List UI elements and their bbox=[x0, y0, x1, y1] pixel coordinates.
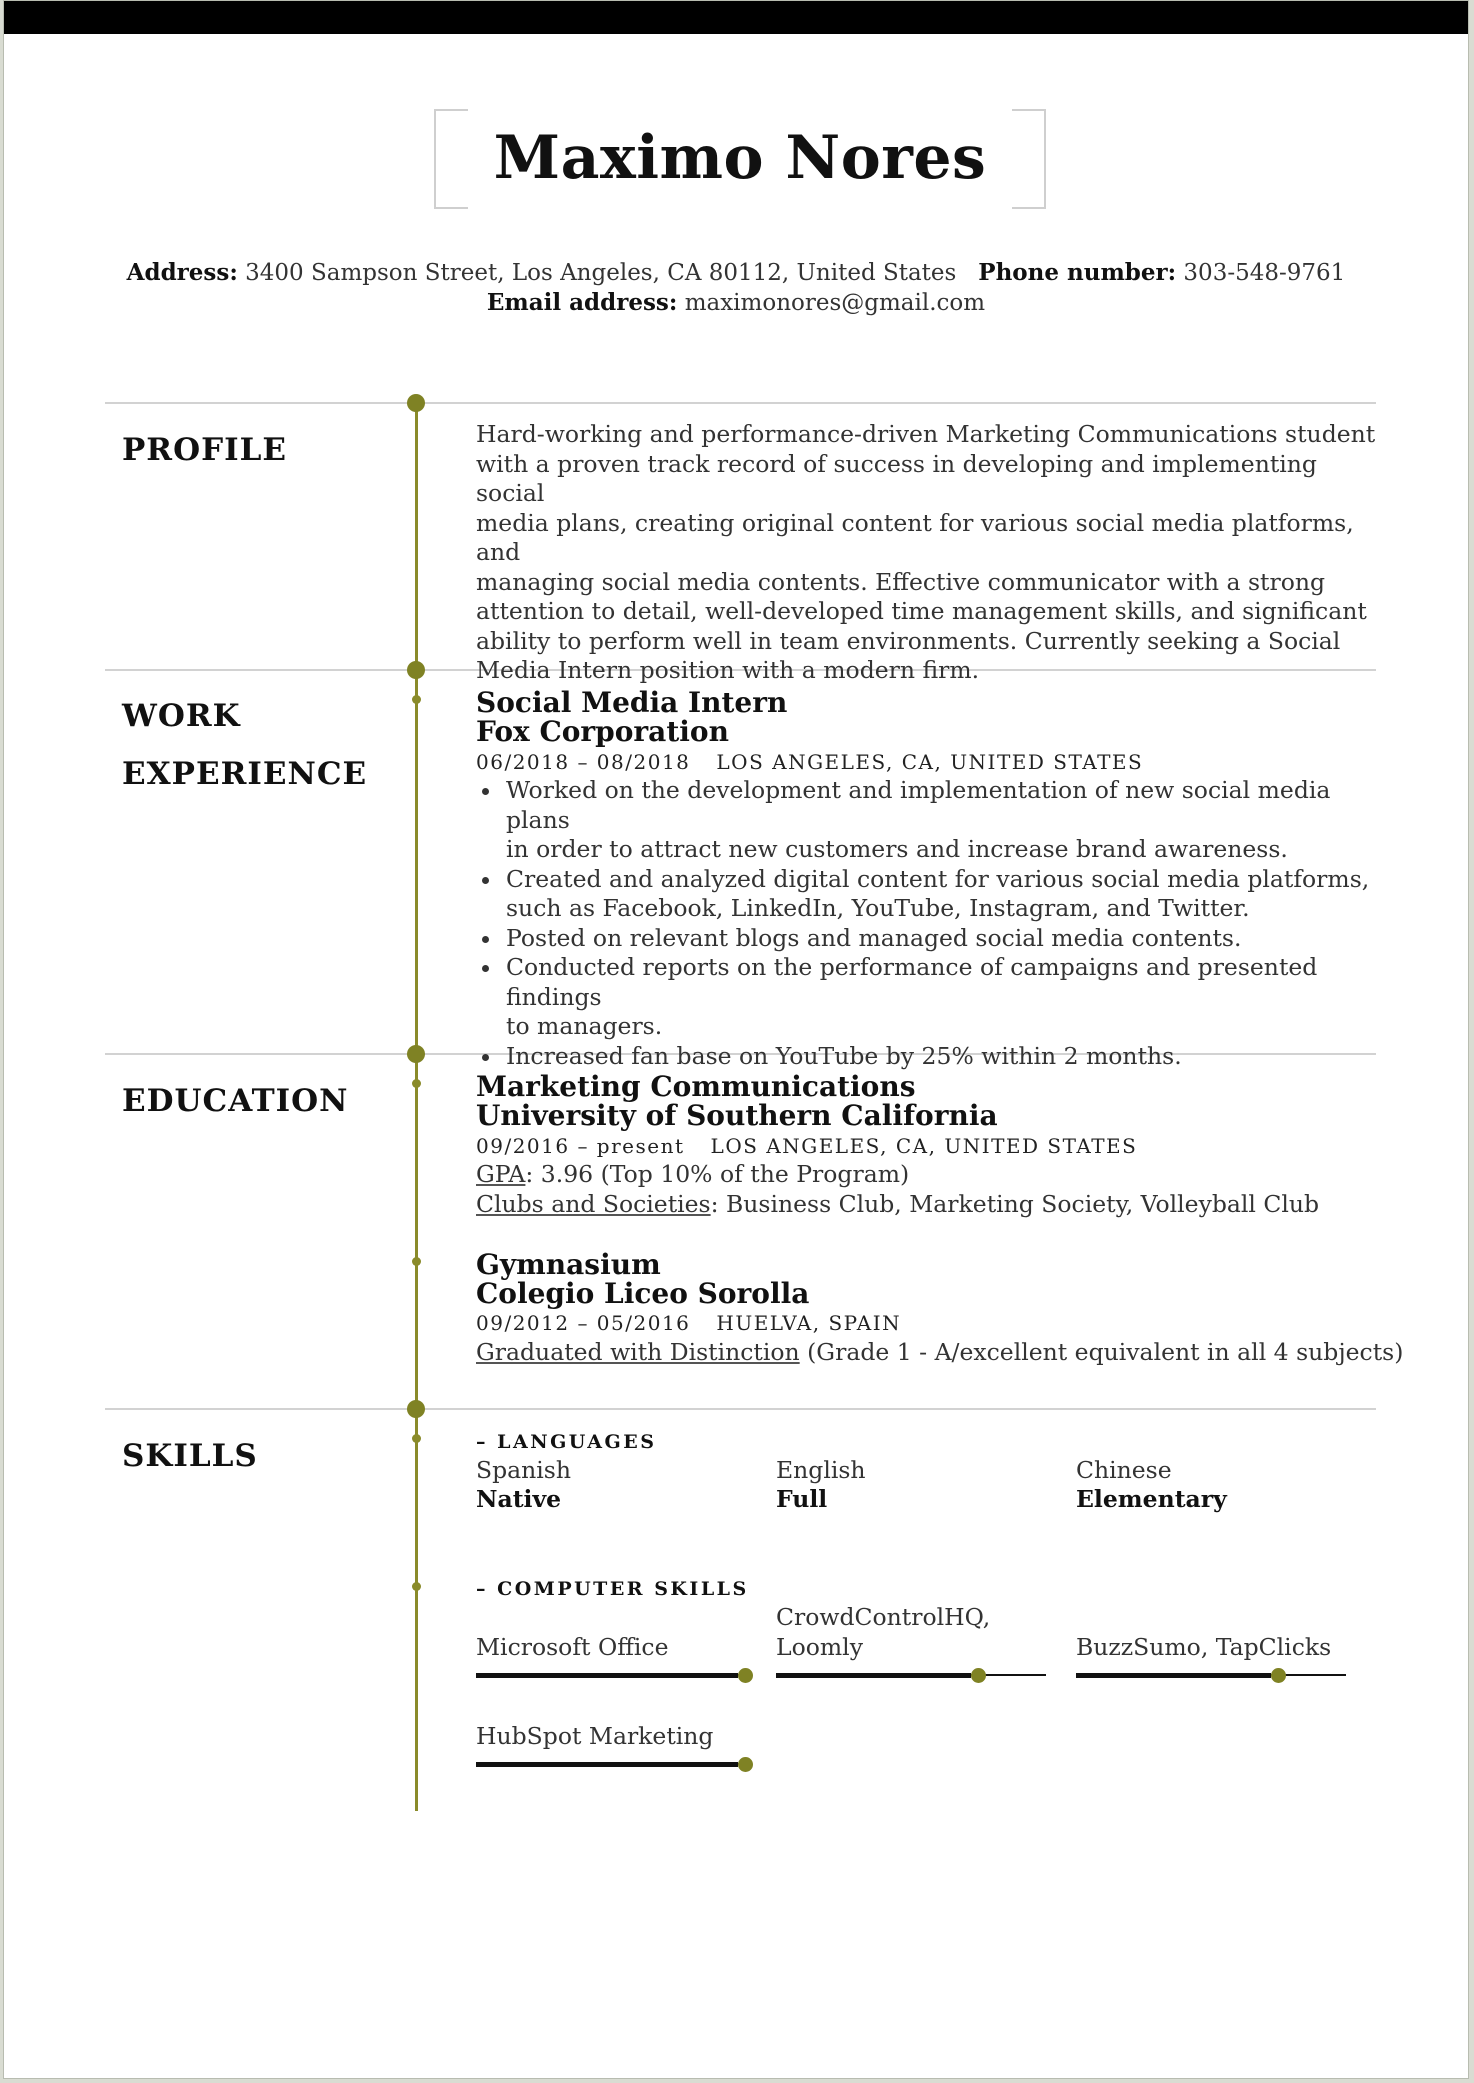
profile-line: Media Intern position with a modern firm. bbox=[476, 656, 980, 684]
skill-bar-knob bbox=[738, 1757, 753, 1772]
profile-line: attention to detail, well-developed time management skills, and significant bbox=[476, 597, 1367, 625]
edu-2-dates: 09/2012 – 05/2016 bbox=[476, 1311, 691, 1335]
languages-heading: – LANGUAGES bbox=[476, 1431, 657, 1453]
bullet-line: Worked on the development and implementation of new social media plans bbox=[506, 776, 1331, 834]
profile-summary bbox=[476, 420, 1376, 686]
section-title-skills: SKILLS bbox=[122, 1438, 258, 1474]
job-company: Fox Corporation bbox=[476, 715, 729, 748]
language-name: Spanish bbox=[476, 1456, 571, 1484]
skill-bar-fill bbox=[476, 1673, 738, 1678]
job-position: Social Media Intern bbox=[476, 686, 788, 719]
gpa-label: GPA bbox=[476, 1160, 526, 1188]
job-location: LOS ANGELES, CA, UNITED STATES bbox=[716, 750, 1144, 774]
skill-name: BuzzSumo, TapClicks bbox=[1076, 1633, 1332, 1661]
edu-1-clubs bbox=[476, 1190, 1319, 1220]
phone-label: Phone number: bbox=[978, 259, 1177, 286]
honor-value: (Grade 1 - A/excellent equivalent in all 4 subjects) bbox=[799, 1338, 1404, 1366]
skill-name: Microsoft Office bbox=[476, 1633, 669, 1661]
skill-name: CrowdControlHQ, Loomly bbox=[776, 1603, 991, 1661]
top-bar bbox=[4, 1, 1468, 34]
bullet-line: to managers. bbox=[506, 1012, 663, 1040]
skill-bar-fill bbox=[776, 1673, 971, 1678]
job-meta bbox=[476, 749, 1143, 775]
divider-skills bbox=[105, 1408, 1376, 1410]
timeline-dot-edu-1 bbox=[412, 1079, 421, 1088]
edu-2-location: HUELVA, SPAIN bbox=[716, 1311, 902, 1335]
edu-2-school: Colegio Liceo Sorolla bbox=[476, 1277, 810, 1310]
language-level: Full bbox=[776, 1485, 828, 1513]
section-title-work-line1: WORK bbox=[122, 698, 241, 734]
edu-2-meta bbox=[476, 1310, 901, 1336]
gpa-value: : 3.96 (Top 10% of the Program) bbox=[525, 1160, 910, 1188]
skill-bar-fill bbox=[1076, 1673, 1271, 1678]
divider-profile bbox=[105, 402, 1376, 404]
language-level: Elementary bbox=[1076, 1485, 1227, 1513]
email-value: maximonores@gmail.com bbox=[684, 290, 986, 316]
section-title-education: EDUCATION bbox=[122, 1083, 349, 1119]
bullet-line: Created and analyzed digital content for various social media platforms, bbox=[506, 864, 1370, 893]
address-value: 3400 Sampson Street, Los Angeles, CA 80112, United States bbox=[245, 260, 957, 286]
timeline-line bbox=[415, 403, 418, 1811]
section-title-work bbox=[122, 687, 367, 803]
language-level: Native bbox=[476, 1485, 562, 1513]
timeline-dot-education bbox=[407, 1045, 425, 1063]
clubs-value: : Business Club, Marketing Society, Volleyball Club bbox=[710, 1190, 1320, 1218]
bullet-line: Conducted reports on the performance of campaigns and presented findings bbox=[506, 953, 1318, 1011]
timeline-dot-profile bbox=[407, 394, 425, 412]
edu-1-gpa bbox=[476, 1160, 909, 1190]
bullet-line: Posted on relevant blogs and managed social media contents. bbox=[506, 923, 1242, 952]
timeline-dot-languages bbox=[412, 1434, 421, 1443]
section-title-work-line2: EXPERIENCE bbox=[122, 756, 368, 792]
resume-page bbox=[3, 0, 1469, 2079]
clubs-label: Clubs and Societies bbox=[476, 1190, 711, 1218]
edu-1-meta bbox=[476, 1133, 1137, 1159]
bullet-line: Increased fan base on YouTube by 25% within 2 months. bbox=[506, 1041, 1182, 1070]
list-item bbox=[476, 953, 1386, 1042]
skill-name: HubSpot Marketing bbox=[476, 1722, 714, 1750]
skill-bar-knob bbox=[971, 1668, 986, 1683]
address-label: Address: bbox=[126, 259, 238, 286]
list-item bbox=[476, 924, 1386, 954]
edu-2-honor bbox=[476, 1338, 1403, 1368]
name-box bbox=[434, 109, 1046, 209]
timeline-dot-skills bbox=[407, 1400, 425, 1418]
email-label: Email address: bbox=[486, 289, 678, 316]
contact-line-2 bbox=[4, 289, 1468, 316]
skill-bar-fill bbox=[476, 1762, 738, 1767]
bullet-line: such as Facebook, LinkedIn, YouTube, Instagram, and Twitter. bbox=[506, 894, 1250, 922]
edu-1-dates: 09/2016 – present bbox=[476, 1134, 685, 1158]
list-item bbox=[476, 865, 1386, 924]
list-item bbox=[476, 776, 1386, 865]
timeline-dot-edu-2 bbox=[412, 1257, 421, 1266]
language-name: Chinese bbox=[1076, 1456, 1172, 1484]
profile-line: ability to perform well in team environments. Currently seeking a Social bbox=[476, 626, 1341, 655]
edu-2-degree: Gymnasium bbox=[476, 1248, 661, 1281]
profile-line: Hard-working and performance-driven Marketing Communications student bbox=[476, 420, 1376, 448]
skill-bar-knob bbox=[1271, 1668, 1286, 1683]
language-name: English bbox=[776, 1456, 866, 1484]
edu-1-location: LOS ANGELES, CA, UNITED STATES bbox=[710, 1134, 1138, 1158]
honor-label: Graduated with Distinction bbox=[476, 1338, 800, 1366]
edu-1-school: University of Southern California bbox=[476, 1099, 998, 1132]
computer-skills-heading: – COMPUTER SKILLS bbox=[476, 1578, 749, 1600]
timeline-dot-job bbox=[412, 695, 421, 704]
profile-line: managing social media contents. Effective communicator with a strong bbox=[476, 567, 1326, 596]
list-item bbox=[476, 1042, 1386, 1072]
timeline-dot-computer bbox=[412, 1582, 421, 1591]
job-dates: 06/2018 – 08/2018 bbox=[476, 750, 691, 774]
timeline-dot-work bbox=[407, 661, 425, 679]
edu-1-degree: Marketing Communications bbox=[476, 1070, 916, 1103]
profile-line: media plans, creating original content for various social media platforms, and bbox=[476, 508, 1354, 566]
contact-line-1 bbox=[4, 259, 1468, 286]
job-bullets bbox=[476, 776, 1386, 1071]
profile-line: with a proven track record of success in developing and implementing social bbox=[476, 449, 1317, 507]
phone-value: 303-548-9761 bbox=[1183, 260, 1346, 286]
bullet-line: in order to attract new customers and increase brand awareness. bbox=[506, 835, 1288, 863]
skill-bar-knob bbox=[738, 1668, 753, 1683]
section-title-profile: PROFILE bbox=[122, 432, 288, 468]
candidate-name: Maximo Nores bbox=[493, 123, 987, 193]
